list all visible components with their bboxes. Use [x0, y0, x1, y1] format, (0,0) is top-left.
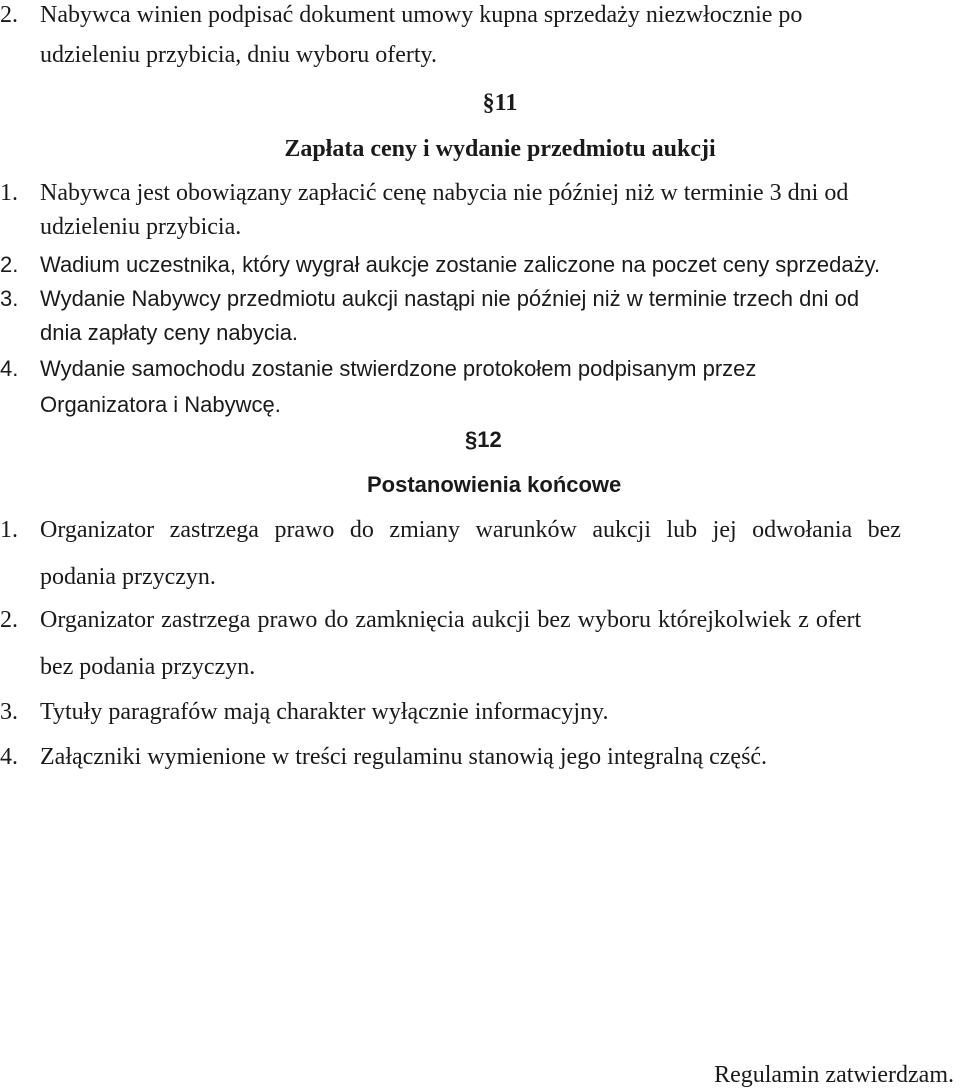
s12-item2-line2: bez podania przyczyn. [40, 654, 256, 680]
s12-item4-number: 4. [0, 744, 18, 770]
s11-item1-line2: udzieleniu przybicia. [40, 214, 242, 240]
s12-item1-line1: 1. Organizator zastrzega prawo do zmiany warunków aukcji lub jej odwołania bez [0, 517, 901, 543]
s11-item4-number: 4. [0, 356, 19, 381]
s11-item4-line2: Organizatora i Nabywcę. [40, 392, 281, 417]
s10-item2-number: 2. [0, 2, 18, 28]
s12-item3-number: 3. [0, 699, 18, 725]
s11-item2-number: 2. [0, 252, 19, 277]
approval-note: Regulamin zatwierdzam. [714, 1062, 954, 1088]
s11-item2-line1: 2. Wadium uczestnika, który wygrał aukcje zostanie zaliczone na poczet ceny sprzedaży. [0, 250, 880, 280]
s12-item2-number: 2. [0, 607, 18, 633]
s11-item1-line1: 1. Nabywca jest obowiązany zapłacić cenę nabycia nie później niż w terminie 3 dni od [0, 180, 849, 206]
s11-item3-line1: 3. Wydanie Nabywcy przedmiotu aukcji nastąpi nie później niż w terminie trzech dni od [0, 284, 859, 314]
s11-item1-number: 1. [0, 180, 18, 206]
s12-item1-line2: podania przyczyn. [40, 564, 216, 590]
s12-paragraph-symbol: §12 [465, 427, 502, 452]
s12-item2-line1: 2. Organizator zastrzega prawo do zamknięcia aukcji bez wyboru którejkolwiek z ofert [0, 607, 862, 633]
s11-item3-line2: dnia zapłaty ceny nabycia. [40, 320, 299, 345]
s11-title: Zapłata ceny i wydanie przedmiotu aukcji [284, 136, 716, 162]
s10-item2-line2: udzieleniu przybicia, dniu wyboru oferty. [40, 42, 437, 68]
s12-item1-number: 1. [0, 517, 18, 543]
s11-item3-number: 3. [0, 286, 19, 311]
s11-paragraph-symbol: §11 [482, 90, 518, 116]
s12-item4-line1: 4. Załączniki wymienione w treści regulaminu stanowią jego integralną część. [0, 744, 768, 770]
s12-title: Postanowienia końcowe [367, 472, 622, 497]
s12-item3-line1: 3. Tytuły paragrafów mają charakter wyłącznie informacyjny. [0, 699, 609, 725]
s10-item2-line1: 2. Nabywca winien podpisać dokument umowy kupna sprzedaży niezwłocznie po [0, 2, 803, 28]
s11-item4-line1: 4. Wydanie samochodu zostanie stwierdzone protokołem podpisanym przez [0, 354, 756, 384]
